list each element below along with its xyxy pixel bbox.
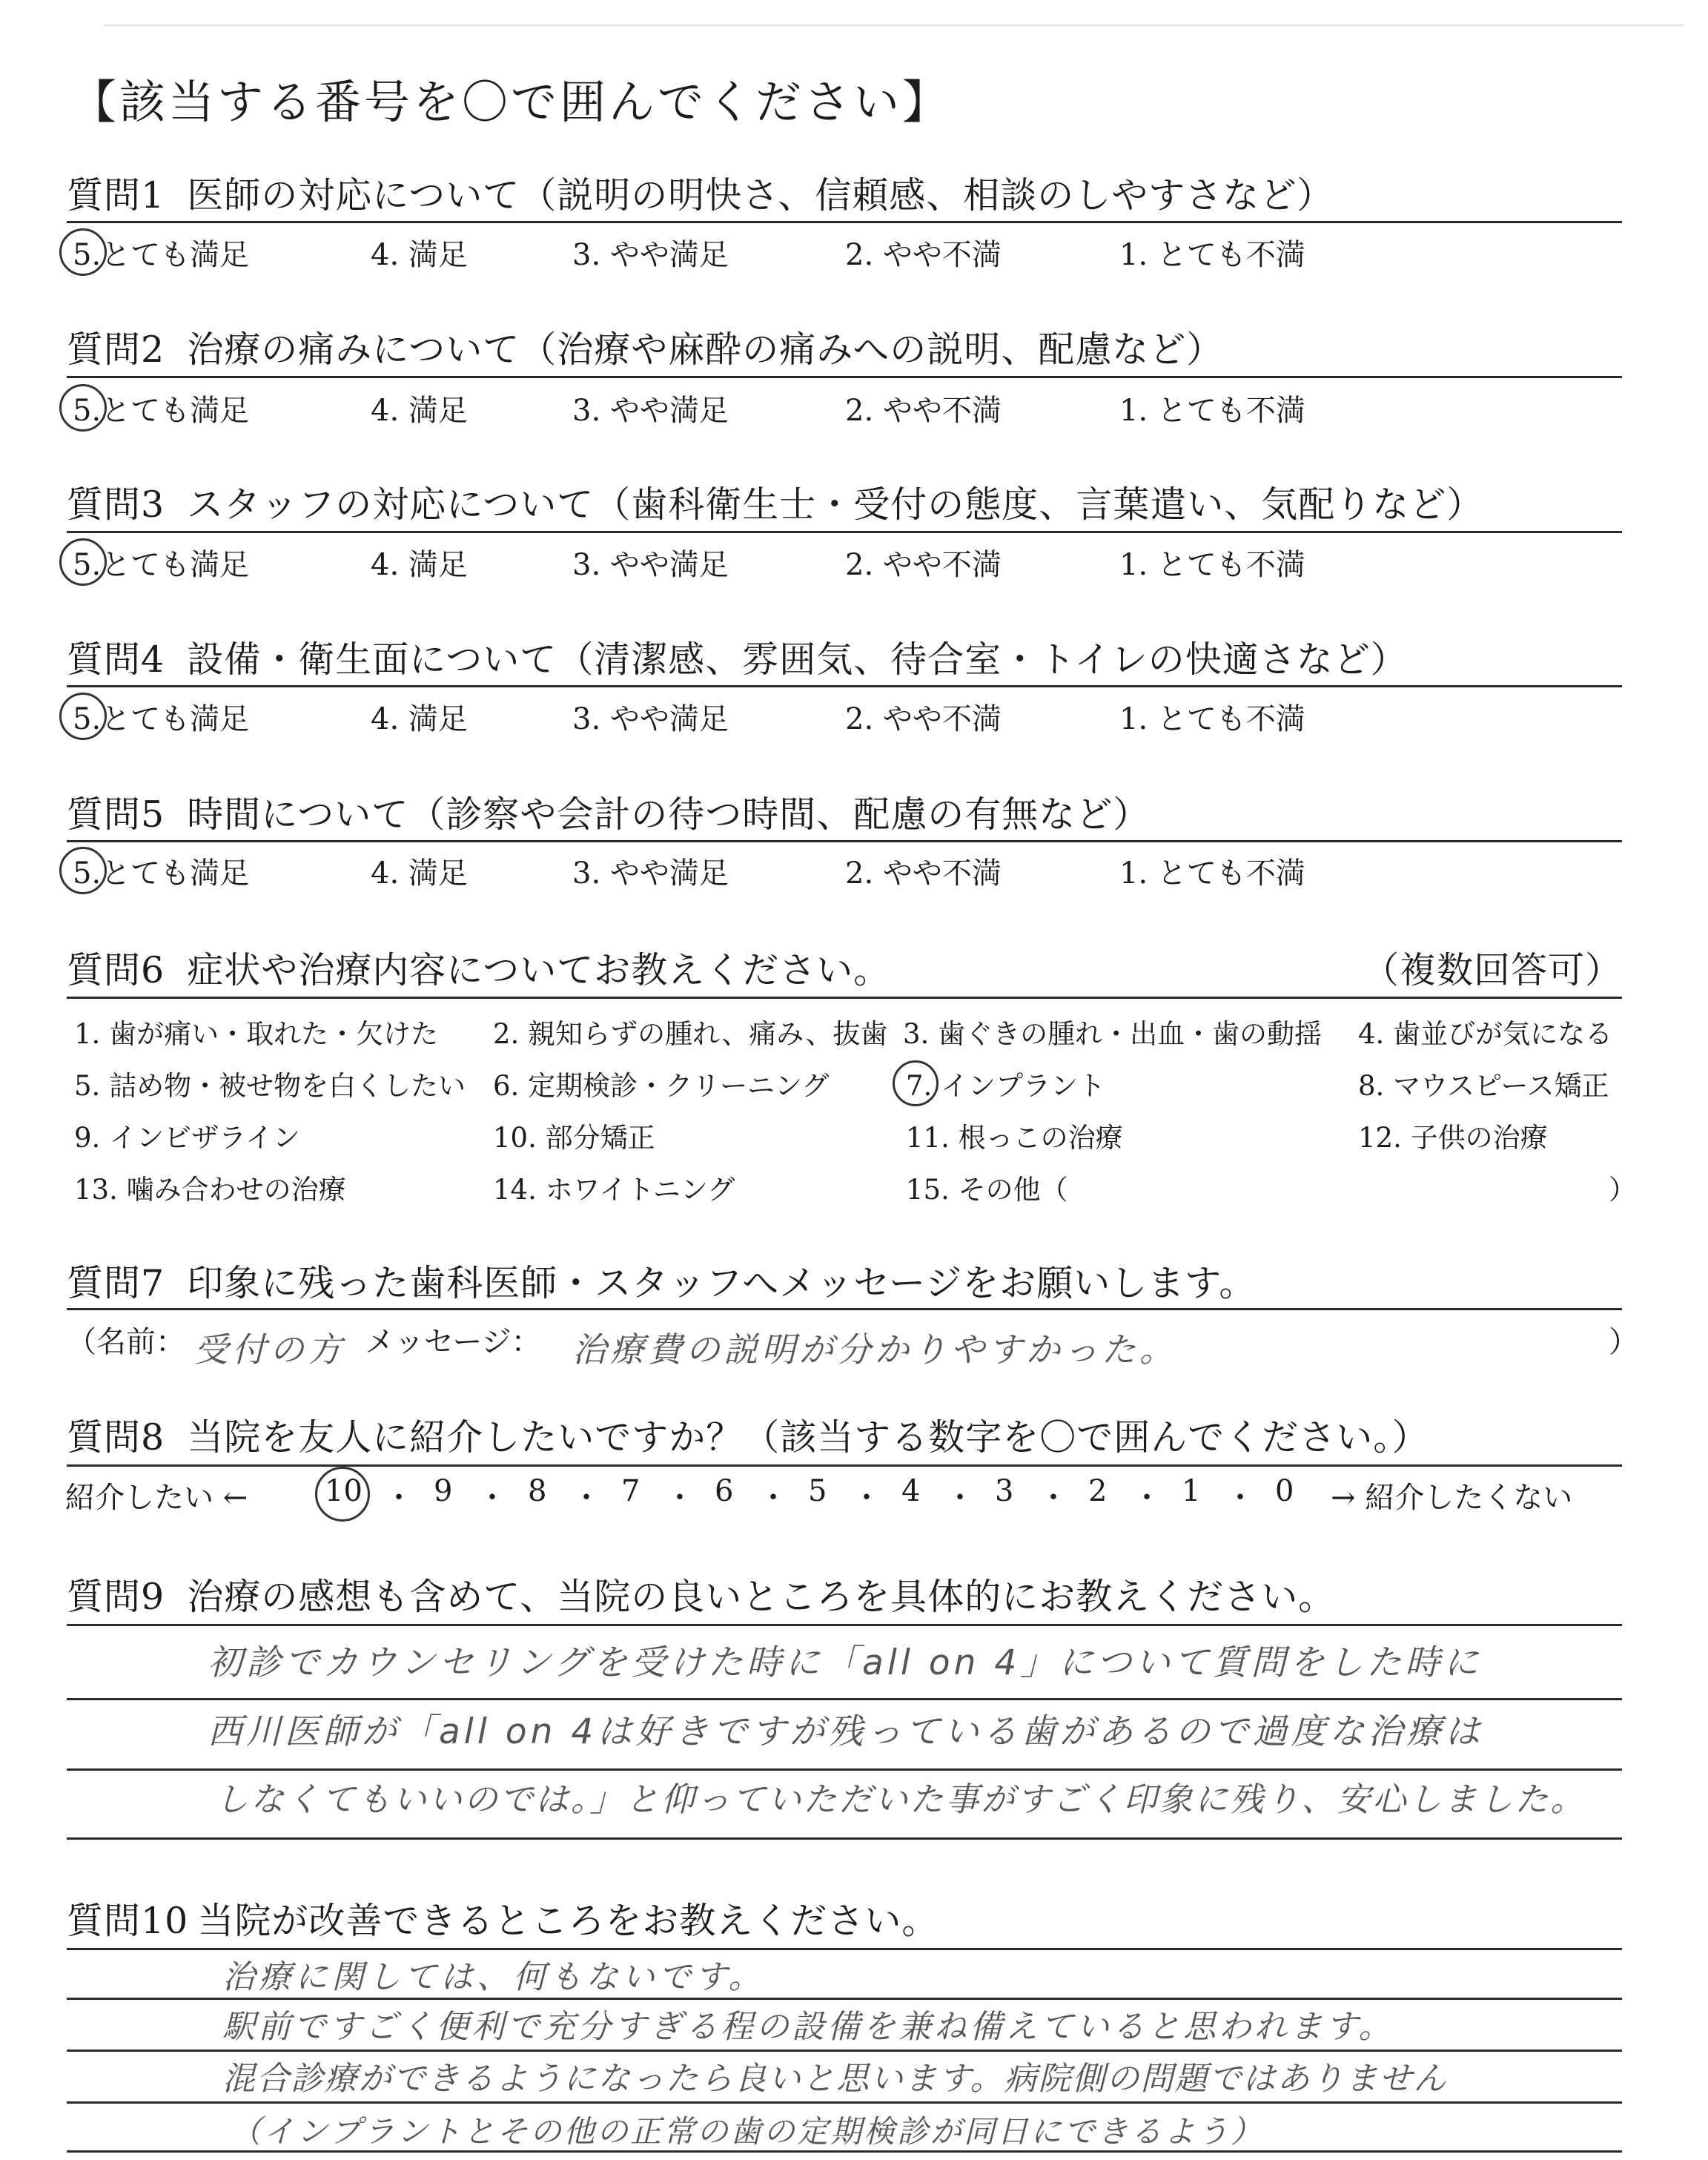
answer-line — [67, 1768, 1622, 1771]
answer-line — [67, 1698, 1622, 1700]
divider — [67, 997, 1622, 999]
question-number: 質問9 — [67, 1576, 165, 1618]
option-4[interactable]: 4. 満足 — [371, 702, 468, 736]
q6-option-15-other[interactable]: 15. その他（ — [906, 1174, 1068, 1206]
q6-option-7-selected[interactable]: 7. インプラント — [906, 1070, 1106, 1102]
question-text: 医師の対応について（説明の明快さ、信頼感、相談のしやすさなど） — [187, 174, 1334, 217]
question-number: 質問7 — [67, 1262, 165, 1304]
answer-line — [67, 1837, 1622, 1840]
option-3[interactable]: 3. やや満足 — [572, 702, 729, 736]
answer-line — [67, 2101, 1622, 2104]
scale-10-selected[interactable]: 10 — [325, 1474, 363, 1508]
message-label: メッセージ： — [365, 1325, 541, 1359]
recommend-left-label: 紹介したい ← — [65, 1481, 248, 1515]
option-1[interactable]: 1. とても不満 — [1119, 702, 1305, 736]
option-4[interactable]: 4. 満足 — [371, 548, 468, 582]
option-5-selected[interactable]: 5.とても満足 — [73, 856, 250, 891]
question-2-heading — [67, 321, 1223, 373]
divider — [67, 531, 1622, 533]
question-1-heading — [67, 167, 1334, 219]
scale-2[interactable]: 2 — [1088, 1474, 1108, 1508]
question-number: 質問5 — [67, 793, 165, 836]
option-1[interactable]: 1. とても不満 — [1119, 548, 1305, 582]
q6-option-1[interactable]: 1. 歯が痛い・取れた・欠けた — [74, 1018, 439, 1050]
q6-option-12[interactable]: 12. 子供の治療 — [1358, 1122, 1548, 1154]
scale-separator: ・ — [1225, 1481, 1255, 1515]
scale-7[interactable]: 7 — [621, 1474, 640, 1508]
question-number: 質問6 — [67, 949, 165, 991]
option-1[interactable]: 1. とても不満 — [1119, 238, 1305, 272]
selection-circle-mark — [893, 1060, 939, 1106]
message-handwritten[interactable]: 治療費の説明が分かりやすかった。 — [572, 1330, 1177, 1370]
answer-line — [67, 1624, 1622, 1626]
option-3[interactable]: 3. やや満足 — [572, 856, 729, 891]
q6-option-9[interactable]: 9. インビザライン — [74, 1122, 300, 1154]
option-4[interactable]: 4. 満足 — [371, 238, 468, 272]
question-number: 質問8 — [67, 1416, 165, 1459]
q6-option-3[interactable]: 3. 歯ぐきの腫れ・出血・歯の動揺 — [903, 1018, 1323, 1050]
question-6-heading — [67, 942, 890, 994]
q6-option-8[interactable]: 8. マウスピース矯正 — [1358, 1070, 1609, 1102]
scale-separator: ・ — [1039, 1481, 1068, 1515]
question-text: 当院が改善できるところをお教えください。 — [197, 1900, 939, 1942]
answer-handwritten-line[interactable]: 治療に関しては、何もないです。 — [222, 1958, 765, 1996]
multiple-answer-note: （複数回答可） — [1363, 949, 1623, 991]
option-2[interactable]: 2. やや不満 — [845, 394, 1002, 428]
question-4-heading — [67, 631, 1408, 683]
q6-option-2[interactable]: 2. 親知らずの腫れ、痛み、抜歯 — [493, 1018, 888, 1050]
scale-separator: ・ — [665, 1481, 695, 1515]
question-text: 当院を友人に紹介したいですか？（該当する数字を〇で囲んでください。） — [187, 1416, 1429, 1459]
scale-separator: ・ — [852, 1481, 881, 1515]
answer-handwritten-line[interactable]: 西川医師が「all on 4は好きですが残っている歯があるので過度な治療は — [208, 1711, 1484, 1752]
option-5-selected[interactable]: 5.とても満足 — [73, 238, 250, 272]
option-5-selected[interactable]: 5.とても満足 — [73, 702, 250, 736]
question-text: 治療の痛みについて（治療や麻酔の痛みへの説明、配慮など） — [187, 328, 1224, 371]
answer-handwritten-line[interactable]: 初診でカウンセリングを受けた時に「all on 4」について質問をした時に — [208, 1642, 1483, 1683]
question-text: 治療の感想も含めて、当院の良いところを具体的にお教えください。 — [187, 1576, 1336, 1618]
scale-separator: ・ — [1132, 1481, 1162, 1515]
other-close-paren: ） — [1609, 1174, 1636, 1206]
scale-5[interactable]: 5 — [808, 1474, 827, 1508]
divider — [67, 1308, 1622, 1310]
scale-separator: ・ — [758, 1481, 788, 1515]
answer-handwritten-line[interactable]: 駅前ですごく便利で充分すぎる程の設備を兼ね備えていると思われます。 — [222, 2008, 1394, 2046]
name-label: （名前： — [67, 1325, 185, 1359]
scan-edge-line — [104, 24, 1683, 26]
question-number: 質問3 — [67, 483, 165, 526]
option-4[interactable]: 4. 満足 — [371, 394, 468, 428]
scale-3[interactable]: 3 — [995, 1474, 1014, 1508]
question-text: 設備・衛生面について（清潔感、雰囲気、待合室・トイレの快適さなど） — [187, 638, 1408, 681]
answer-handwritten-line[interactable]: 混合診療ができるようになったら良いと思います。病院側の問題ではありません — [222, 2060, 1448, 2098]
option-2[interactable]: 2. やや不満 — [845, 238, 1002, 272]
option-5-selected[interactable]: 5.とても満足 — [73, 394, 250, 428]
scale-4[interactable]: 4 — [901, 1474, 921, 1508]
divider — [67, 221, 1622, 223]
question-text: 時間について（診察や会計の待つ時間、配慮の有無など） — [187, 793, 1151, 836]
option-4[interactable]: 4. 満足 — [371, 856, 468, 891]
q6-option-14[interactable]: 14. ホワイトニング — [493, 1174, 735, 1206]
question-text: 症状や治療内容についてお教えください。 — [187, 949, 891, 991]
option-3[interactable]: 3. やや満足 — [572, 394, 729, 428]
q6-option-10[interactable]: 10. 部分矯正 — [493, 1122, 655, 1154]
scale-6[interactable]: 6 — [715, 1474, 734, 1508]
option-1[interactable]: 1. とても不満 — [1119, 394, 1305, 428]
scale-9[interactable]: 9 — [434, 1474, 453, 1508]
option-2[interactable]: 2. やや不満 — [845, 548, 1002, 582]
scale-separator: ・ — [384, 1481, 414, 1515]
name-handwritten[interactable]: 受付の方 — [194, 1330, 345, 1370]
option-3[interactable]: 3. やや満足 — [572, 548, 729, 582]
divider — [67, 376, 1622, 378]
question-8-heading — [67, 1409, 1429, 1461]
selection-circle-mark — [59, 228, 107, 276]
question-9-heading — [67, 1568, 1335, 1620]
selection-circle-mark — [59, 538, 107, 586]
q6-option-4[interactable]: 4. 歯並びが気になる — [1358, 1018, 1613, 1050]
selection-circle-mark — [59, 847, 107, 894]
scale-8[interactable]: 8 — [528, 1474, 547, 1508]
divider — [67, 1464, 1622, 1467]
answer-handwritten-line[interactable]: （インプラントとその他の正常の歯の定期検診が同日にできるよう） — [230, 2113, 1265, 2150]
question-text: スタッフの対応について（歯科衛生士・受付の態度、言葉遣い、気配りなど） — [187, 483, 1484, 526]
answer-handwritten-line[interactable]: しなくてもいいのでは。」と仰っていただいた事がすごく印象に残り、安心しました。 — [215, 1780, 1586, 1819]
option-3[interactable]: 3. やや満足 — [572, 238, 729, 272]
q6-option-11[interactable]: 11. 根っこの治療 — [906, 1122, 1123, 1154]
question-3-heading — [67, 476, 1483, 528]
message-close-paren: ） — [1609, 1325, 1638, 1359]
scale-separator: ・ — [572, 1481, 601, 1515]
divider — [67, 840, 1622, 842]
selection-circle-mark — [59, 693, 107, 740]
option-1[interactable]: 1. とても不満 — [1119, 856, 1305, 891]
q6-option-6[interactable]: 6. 定期検診・クリーニング — [493, 1070, 830, 1102]
selection-circle-mark — [59, 384, 107, 432]
scale-separator: ・ — [945, 1481, 975, 1515]
scale-0[interactable]: 0 — [1275, 1474, 1294, 1508]
option-2[interactable]: 2. やや不満 — [845, 702, 1002, 736]
question-number: 質問2 — [67, 328, 165, 371]
scale-1[interactable]: 1 — [1182, 1474, 1201, 1508]
option-5-selected[interactable]: 5.とても満足 — [73, 548, 250, 582]
question-7-heading — [67, 1255, 1256, 1307]
q6-option-13[interactable]: 13. 噛み合わせの治療 — [74, 1174, 346, 1206]
option-2[interactable]: 2. やや不満 — [845, 856, 1002, 891]
question-5-heading — [67, 786, 1150, 838]
recommend-right-label: → 紹介したくない — [1331, 1481, 1573, 1515]
question-text: 印象に残った歯科医師・スタッフへメッセージをお願いします。 — [187, 1262, 1257, 1304]
page-title: 【該当する番号を〇で囲んでください】 — [70, 75, 952, 129]
question-10-heading — [67, 1892, 939, 1944]
q6-option-5[interactable]: 5. 詰め物・被せ物を白くしたい — [74, 1070, 466, 1102]
scale-separator: ・ — [477, 1481, 507, 1515]
question-number: 質問4 — [67, 638, 165, 681]
question-number: 質問10 — [67, 1900, 189, 1942]
divider — [67, 685, 1622, 687]
question-number: 質問1 — [67, 174, 165, 217]
selection-circle-mark — [315, 1467, 370, 1522]
